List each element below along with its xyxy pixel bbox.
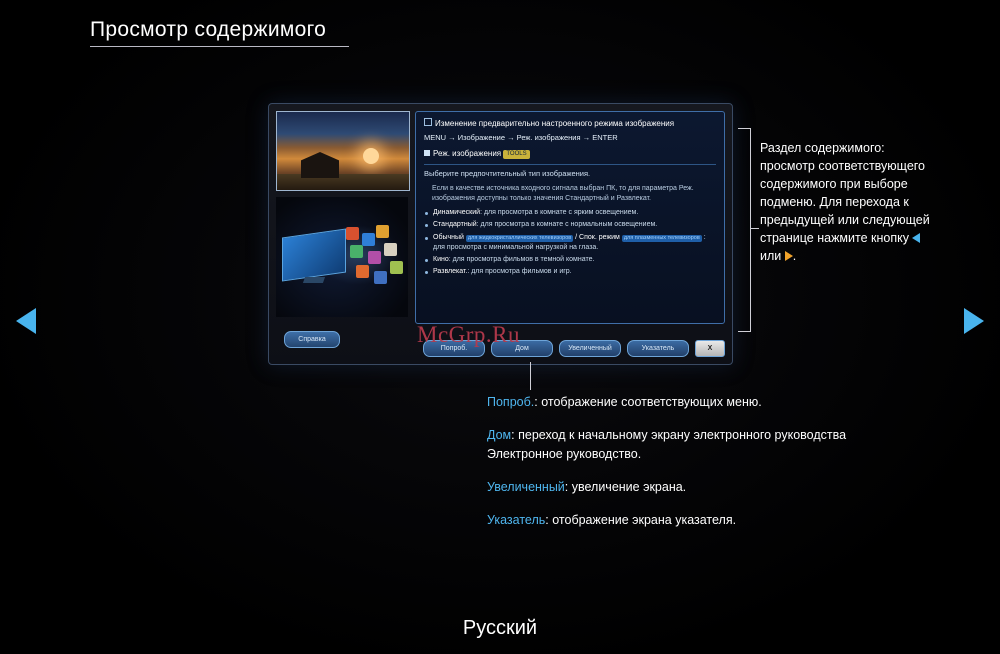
list-item: Обычный для жидкокристаллических телевизоров / Спок. режим для плазменных телевизоров : для просмотра с минимальной нагрузкой на глаза. (424, 233, 716, 253)
title-underline (90, 46, 349, 47)
callout-bracket (738, 128, 751, 332)
mode-title-row: Реж. изображения TOOLS (424, 148, 716, 160)
list-item: Динамический: для просмотра в комнате с ярким освещением. (424, 208, 716, 218)
note-index: Указатель: отображение экрана указателя. (487, 513, 737, 527)
bottom-notes (487, 393, 917, 544)
tv-stand-shape (303, 277, 325, 283)
media-tile (390, 261, 403, 274)
try-button[interactable]: Попроб. (423, 340, 485, 357)
close-button[interactable]: X (695, 340, 725, 357)
list-item: Стандартный: для просмотра в комнате с нормальным освещением. (424, 220, 716, 230)
callout-right-body: просмотр соответствующего содержимого при выборе подменю. Для перехода к предыдущей или следующей странице нажмите кнопку (760, 159, 930, 245)
callout-right-period: . (792, 249, 797, 263)
tv-illustration (276, 197, 408, 317)
callout-bracket-tail (750, 228, 759, 229)
footer-language: Русский (462, 617, 538, 639)
option-list (424, 208, 716, 277)
barn-shape (301, 152, 339, 178)
media-tile (362, 233, 375, 246)
index-button[interactable]: Указатель (627, 340, 689, 357)
tv-content-pane (415, 111, 725, 324)
home-button[interactable]: Дом (491, 340, 553, 357)
square-filled-icon (424, 150, 430, 156)
divider (424, 164, 716, 165)
media-tile (356, 265, 369, 278)
plasma-chip: для плазменных телевизоров (623, 234, 700, 241)
zoom-button[interactable]: Увеличенный (559, 340, 621, 357)
next-page-arrow[interactable] (964, 308, 984, 334)
media-tile (368, 251, 381, 264)
callout-right-or: или (760, 249, 782, 263)
media-tile (384, 243, 397, 256)
note-try: Попроб.: отображение соответствующих меню. (487, 395, 762, 409)
tv-left-column (276, 111, 408, 357)
media-tile (346, 227, 359, 240)
ground-shape (277, 174, 409, 190)
sunset-barn-photo (276, 111, 410, 191)
callout-leader-line (530, 362, 531, 390)
page-title: Просмотр содержимого (90, 18, 327, 41)
menu-path: MENU → Изображение → Реж. изображения → ENTER (424, 132, 618, 142)
content-heading: Изменение предварительно настроенного режима изображения (424, 118, 716, 130)
media-tile (374, 271, 387, 284)
triangle-left-icon (912, 233, 920, 243)
list-item: Развлекат.: для просмотра фильмов и игр. (424, 267, 716, 277)
content-subtitle: Выберите предпочтительный тип изображения. (424, 169, 591, 179)
callout-right (760, 139, 940, 265)
square-outline-icon (424, 118, 432, 126)
callout-right-lead: Раздел содержимого: (760, 141, 885, 155)
media-tile (376, 225, 389, 238)
note-home: Дом: переход к начальному экрану электронного руководства Электронное руководство. (487, 428, 847, 461)
help-button[interactable]: Справка (284, 331, 340, 348)
note-zoom: Увеличенный: увеличение экрана. (487, 480, 687, 494)
list-item: Кино: для просмотра фильмов в темной комнате. (424, 255, 716, 265)
media-tile (350, 245, 363, 258)
tools-badge: TOOLS (503, 150, 529, 159)
triangle-right-icon (785, 251, 793, 261)
lcd-chip: для жидкокристаллических телевизоров (467, 234, 572, 241)
content-note: Если в качестве источника входного сигнала выбран ПК, то для параметра Реж. изображения доступны только значения Стандартный и Развлекат. (432, 184, 694, 203)
watermark: McGrp.Ru (417, 322, 521, 347)
tv-panel-shape (282, 229, 346, 282)
prev-page-arrow[interactable] (16, 308, 36, 334)
sun-icon (363, 148, 379, 164)
